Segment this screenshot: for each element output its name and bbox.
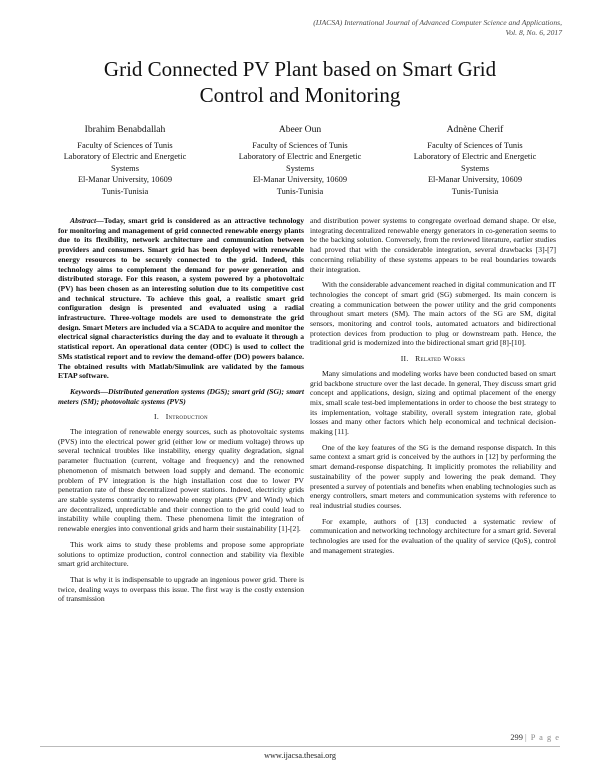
author-affiliation: Tunis-Tunisia xyxy=(451,186,499,196)
paragraph: Many simulations and modeling works have been conducted based on smart grid backbone structure over the last decade. In general, They discuss smart grid concept and applications, design, sizing and optimal placement of the energy mix, small scale test-bed implementations in order to choose the best strategy to its implementation, voltage stability, overall system integration rate, global losses and many other factors which help economical and technical decision-making [11]. xyxy=(310,368,556,437)
page-label: | P a g e xyxy=(524,733,560,742)
abstract-label: Abstract xyxy=(70,216,97,225)
paragraph: For example, authors of [13] conducted a systematic review of communication and networking technology architecture for a smart grid. Several technologies are used for the evaluation of the quality of service (QoS), control and management strategies. xyxy=(310,516,556,555)
page-number xyxy=(510,733,560,742)
author-affiliation: Laboratory of Electric and Energetic xyxy=(63,152,187,162)
author-name: Ibrahim Benabdallah xyxy=(84,124,166,135)
author-affiliation: Tunis-Tunisia xyxy=(101,186,149,196)
paragraph: One of the key features of the SG is the demand response dispatch. In this same context a smart grid is conceived by the authors in [12] by performing the smart demand-response dispatching. It implicitly promotes the reliability and sustainability of the power supply and lowering the peak demand. They presented a survey of potentials and benefits when enabling technologies such as energy controllers, smart meters and communication systems with reference to real industrial studies courses. xyxy=(310,442,556,510)
author-2 xyxy=(225,124,375,198)
footer-divider xyxy=(40,746,560,747)
author-affiliation: Faculty of Sciences of Tunis xyxy=(252,140,348,150)
paragraph: This work aims to study these problems and propose some appropriate solutions to optimize production, control connection and stability via flexible smart grid architecture. xyxy=(58,539,304,569)
page-number-value: 299 xyxy=(510,733,523,742)
journal-volume: Vol. 8, No. 6, 2017 xyxy=(505,28,562,37)
author-name: Abeer Oun xyxy=(278,124,322,135)
author-affiliation: Systems xyxy=(286,163,314,173)
author-affiliation: Tunis-Tunisia xyxy=(276,186,324,196)
paper-title xyxy=(40,56,560,108)
paragraph: That is why it is indispensable to upgrade an ingenious power grid. There is twice, dealing ways to overpass this issue. The first way is the costly extension of transmission xyxy=(58,574,304,604)
section-heading-related-works xyxy=(310,354,556,364)
journal-name: (IJACSA) International Journal of Advanced Computer Science and Applications, xyxy=(313,18,562,27)
abstract-text: —Today, smart grid is considered as an attractive technology for monitoring and management of grid connected renewable energy plants due to its flexibility, network architecture and communication between providers and consumers. Smart grid has been deployed with renewable energy resources to be securely connected to the grid. Indeed, this technology aims to complement the demand for power generation and distributed storage. For this reason, a system powered by a photovoltaic (PV) has been chosen as an interesting solution due to its competitive cost and technical structure. To achieve this goal, a realistic smart grid configuration design is presented and evaluated using a radial infrastructure. Three-voltage models are used to demonstrate the grid design. Smart Meters are included via a SCADA to acquire and monitor the electrical signal characteristics during the day and to evaluate it through a statistical report. An operational data center (ODC) is used to collect the SMs statistical report and to review the demand-offer (DO) powers balance. The obtained results with Matlab/Simulink are validated by the famous ETAP software. xyxy=(58,216,304,381)
journal-header xyxy=(313,18,562,38)
author-3 xyxy=(400,124,550,198)
section-numeral: II. xyxy=(400,354,409,364)
paragraph: With the considerable advancement reached in digital communication and IT technologies the concept of smart grid (SG) submerged. Its main concern is creating a communication between the power utility and the grid components throughout smart meters (SM). The main actors of the SG are SM, digital sensors, monitoring and control tools, automated actuators and bidirectional protection devices from production to plug or downstream path. Hence, the traditional grid is modernized into the bidirectional smart grid [8]-[10]. xyxy=(310,280,556,348)
title-line-2: Control and Monitoring xyxy=(199,83,401,107)
author-affiliation: Systems xyxy=(461,163,489,173)
author-affiliation: Faculty of Sciences of Tunis xyxy=(427,140,523,150)
author-name: Adnène Cherif xyxy=(446,124,504,135)
keywords-text: —Distributed generation systems (DGS); smart grid (SG); smart meters (SM); photovoltaic systems (PVS) xyxy=(58,386,304,406)
section-title: Introduction xyxy=(165,412,208,422)
author-affiliation: Laboratory of Electric and Energetic xyxy=(413,152,537,162)
right-column xyxy=(310,216,556,562)
section-title: Related Works xyxy=(415,354,466,364)
keywords-label: Keywords xyxy=(70,386,101,396)
author-affiliation: Systems xyxy=(111,163,139,173)
author-affiliation: El-Manar University, 10609 xyxy=(427,175,523,185)
author-affiliation: El-Manar University, 10609 xyxy=(77,175,173,185)
paragraph: and distribution power systems to congregate overload demand shape. Or else, integrating decentralized renewable energy generators in co-generation seems to be the backing solution. Conversely, from the reviewed literature, earlier studies had proved that with the considerable integration, several drawbacks [3]-[7] concerning reliability of these systems appears to be real boundaries towards their integration. xyxy=(310,216,556,274)
author-block xyxy=(50,124,550,198)
author-affiliation: Faculty of Sciences of Tunis xyxy=(77,140,173,150)
footer-url[interactable]: www.ijacsa.thesai.org xyxy=(264,751,336,760)
title-line-1: Grid Connected PV Plant based on Smart Grid xyxy=(103,57,497,81)
keywords xyxy=(58,387,304,406)
abstract xyxy=(58,216,304,381)
author-affiliation: El-Manar University, 10609 xyxy=(252,175,348,185)
section-numeral: I. xyxy=(154,412,160,422)
paragraph: The integration of renewable energy sources, such as photovoltaic systems (PVS) into the electrical power grid (either low or medium voltage) throws up several technical troubles like instability, energy quality degradation, signal parameter fluctuation (current, voltage and frequency) and the renowned phenomenon of mismatch between load supply and demand. The economic problem of PV integration is the high installation cost due to lower PV penetration rate of these decentralized power stations. Indeed, electricity grids are stable systems contrarily to renewable energy plants (PV and Wind) which are decentralized, unpredictable and their connection to the grid could lead to instability while coupling them. These phenomena limit the integration of renewable energies into conventional grids and harm their sustainability [1]-[2]. xyxy=(58,427,304,534)
author-affiliation: Laboratory of Electric and Energetic xyxy=(238,152,362,162)
section-heading-introduction xyxy=(58,412,304,422)
author-1 xyxy=(50,124,200,198)
left-column xyxy=(58,216,304,610)
